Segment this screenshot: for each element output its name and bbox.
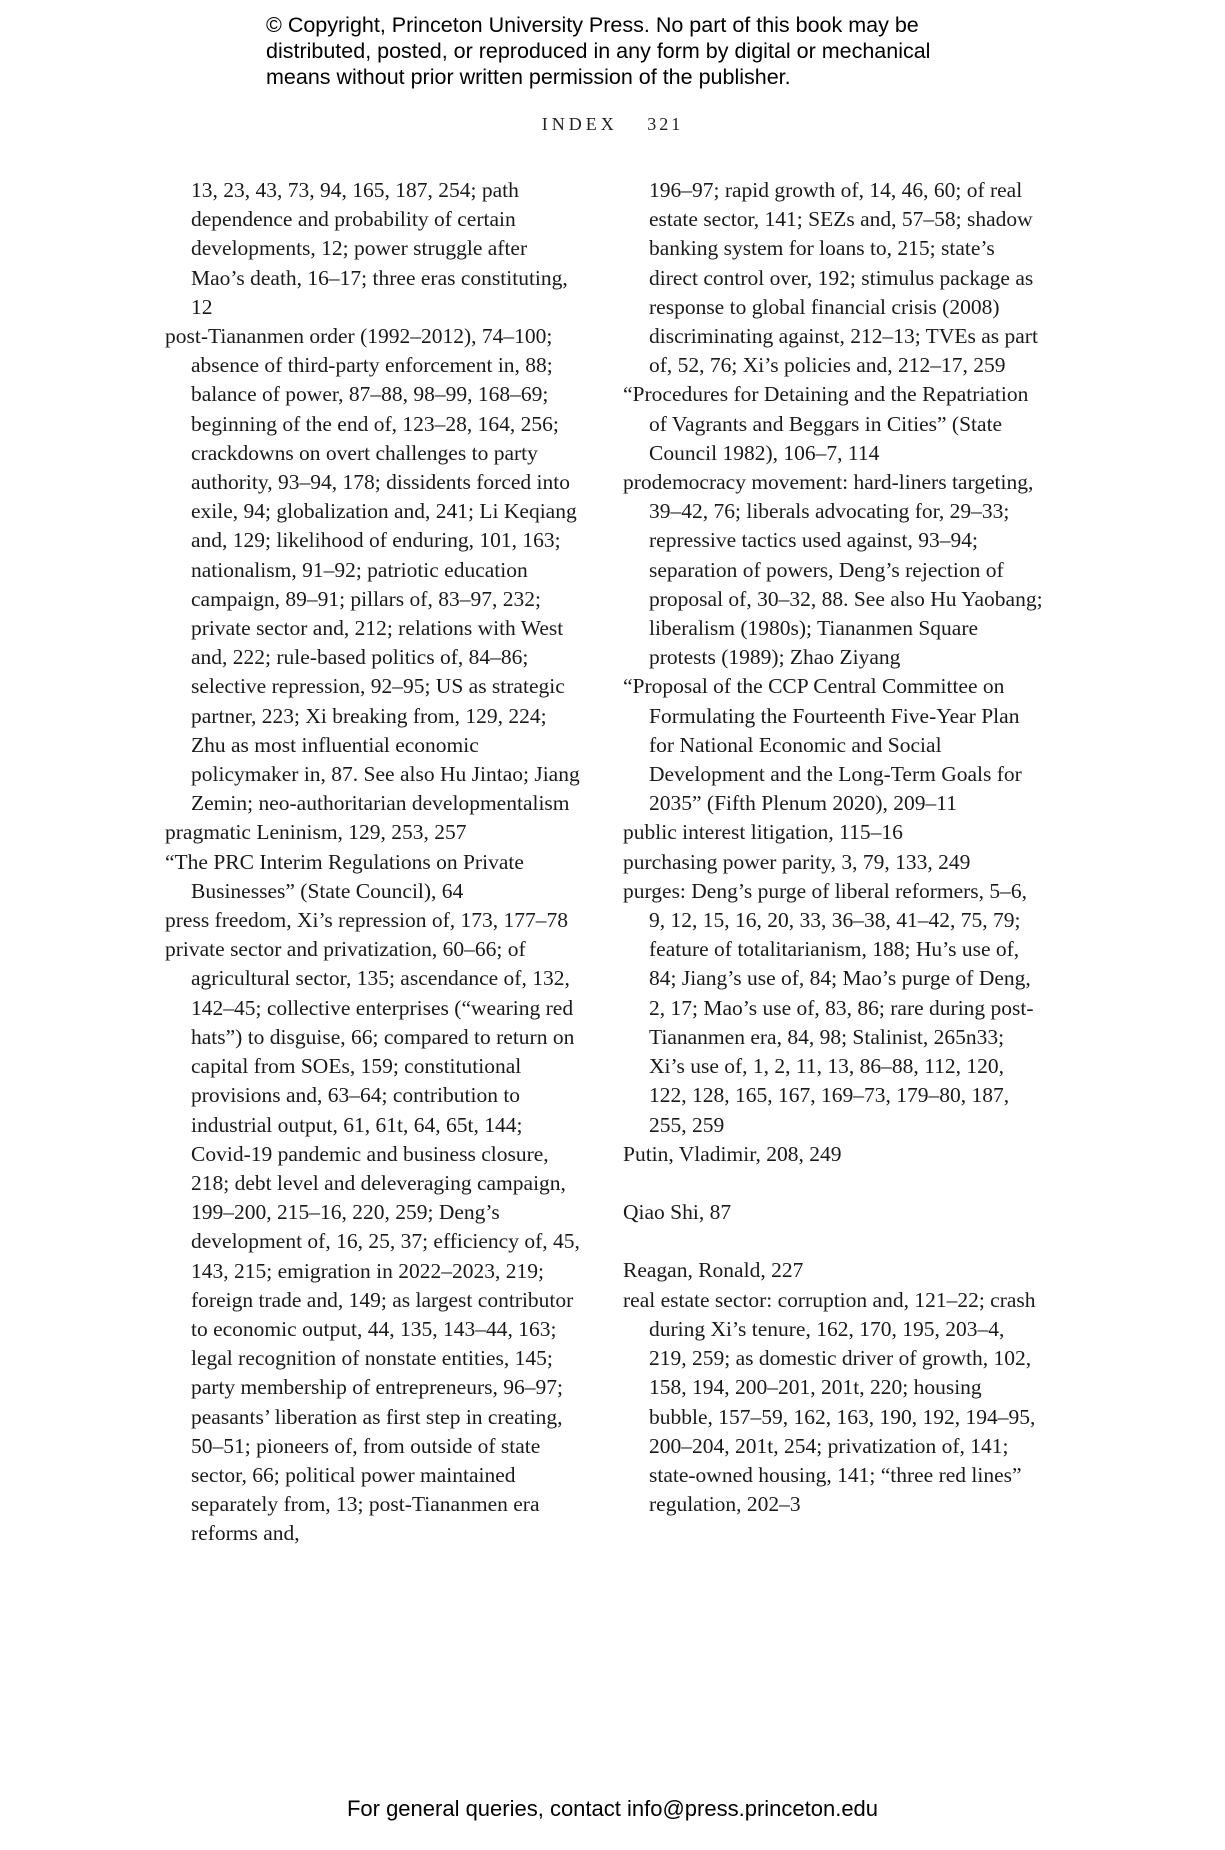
index-entry: 196–97; rapid growth of, 14, 46, 60; of real estate sector, 141; SEZs and, 57–58; shadow banking system for loans to, 215; state’s direct control over, 192; stimulus package as response to global financial crisis (2008) discriminating against, 212–13; TVEs as part of, 52, 76; Xi’s policies and, 212–17, 259 xyxy=(649,178,1038,378)
contact-text: For general queries, contact info@press.princeton.edu xyxy=(346,1796,879,1821)
index-entry: Qiao Shi, 87 xyxy=(623,1200,732,1225)
index-entry: Reagan, Ronald, 227 xyxy=(623,1258,804,1283)
index-entry: real estate sector: corruption and, 121–22; crash during Xi’s tenure, 162, 170, 195, 203–4, 219, 259; as domestic driver of growth, 102, 158, 194, 200–201, 201t, 220; housing bubble, 157–59, 162, 163, 190, 192, 194–95, 200–204, 201t, 254; privatization of, 141; state-owned housing, 141; “three red lines” regulation, 202–3 xyxy=(623,1287,1036,1517)
index-entry: 13, 23, 43, 73, 94, 165, 187, 254; path dependence and probability of certain developments, 12; power struggle after Mao’s death, 16–17; three eras constituting, 12 xyxy=(191,178,568,319)
section-title: INDEX xyxy=(541,114,618,134)
copyright-line-3: means without prior written permission of the publisher. xyxy=(266,65,791,89)
index-entry: public interest litigation, 115–16 xyxy=(623,820,903,845)
index-entry: private sector and privatization, 60–66; of agricultural sector, 135; ascendance of, 132, 142–45; collective enterprises (“wearing red hats”) to disguise, 66; compared to return on capital from SOEs, 159; constitutional provisions and, 63–64; contribution to industrial output, 61, 61t, 64, 65t, 144; Covid-19 pandemic and business closure, 218; debt level and deleveraging campaign, 199–200, 215–16, 220, 259; Deng’s development of, 16, 25, 37; efficiency of, 45, 143, 215; emigration in 2022–2023, 219; foreign trade and, 149; as largest contributor to economic output, 44, 135, 143–44, 163; legal recognition of nonstate entities, 145; party membership of entrepreneurs, 96–97; peasants’ liberation as first step in creating, 50–51; pioneers of, from outside of state sector, 66; political power maintained separately from, 13; post-Tiananmen era reforms and, xyxy=(165,937,580,1546)
index-entry: pragmatic Leninism, 129, 253, 257 xyxy=(165,820,467,845)
page-number: 321 xyxy=(647,114,684,134)
index-entry: “Procedures for Detaining and the Repatriation of Vagrants and Beggars in Cities” (State Council 1982), 106–7, 114 xyxy=(623,382,1029,465)
index-column-left xyxy=(165,176,585,1549)
index-entry: purchasing power parity, 3, 79, 133, 249 xyxy=(623,849,971,874)
copyright-line-2: distributed, posted, or reproduced in any form by digital or mechanical xyxy=(266,39,931,63)
index-entry: purges: Deng’s purge of liberal reformers, 5–6, 9, 12, 15, 16, 20, 33, 36–38, 41–42, 75, 79; feature of totalitarianism, 188; Hu’s use of, 84; Jiang’s use of, 84; Mao’s purge of Deng, 2, 17; Mao’s use of, 83, 86; rare during post-Tiananmen era, 84, 98; Stalinist, 265n33; Xi’s use of, 1, 2, 11, 13, 86–88, 112, 120, 122, 128, 165, 167, 169–73, 179–80, 187, 255, 259 xyxy=(623,878,1034,1137)
contact-footer xyxy=(0,1796,1225,1822)
running-head xyxy=(0,114,1225,135)
index-entry: “Proposal of the CCP Central Committee on Formulating the Fourteenth Five-Year Plan for National Economic and Social Development and the Long-Term Goals for 2035” (Fifth Plenum 2020), 209–11 xyxy=(623,674,1022,816)
index-entry: post-Tiananmen order (1992–2012), 74–100; absence of third-party enforcement in, 88; balance of power, 87–88, 98–99, 168–69; beginning of the end of, 123–28, 164, 256; crackdowns on overt challenges to party authority, 93–94, 178; dissidents forced into exile, 94; globalization and, 241; Li Keqiang and, 129; likelihood of enduring, 101, 163; nationalism, 91–92; patriotic education campaign, 89–91; pillars of, 83–97, 232; private sector and, 212; relations with West and, 222; rule-based politics of, 84–86; selective repression, 92–95; US as strategic partner, 223; Xi breaking from, 129, 224; Zhu as most influential economic policymaker in, 87. See also Hu Jintao; Jiang Zemin; neo-authoritarian developmentalism xyxy=(165,324,580,816)
index-entry: Putin, Vladimir, 208, 249 xyxy=(623,1141,842,1166)
index-entry: prodemocracy movement: hard-liners targeting, 39–42, 76; liberals advocating for, 29–33; repressive tactics used against, 93–94; separation of powers, Deng’s rejection of proposal of, 30–32, 88. See also Hu Yaobang; liberalism (1980s); Tiananmen Square protests (1989); Zhao Ziyang xyxy=(623,470,1043,670)
copyright-notice xyxy=(266,12,1026,90)
copyright-line-1: © Copyright, Princeton University Press. No part of this book may be xyxy=(266,13,919,37)
index-column-right xyxy=(623,176,1043,1519)
index-entry: press freedom, Xi’s repression of, 173, 177–78 xyxy=(165,908,569,933)
index-entry: “The PRC Interim Regulations on Private Businesses” (State Council), 64 xyxy=(165,849,524,903)
